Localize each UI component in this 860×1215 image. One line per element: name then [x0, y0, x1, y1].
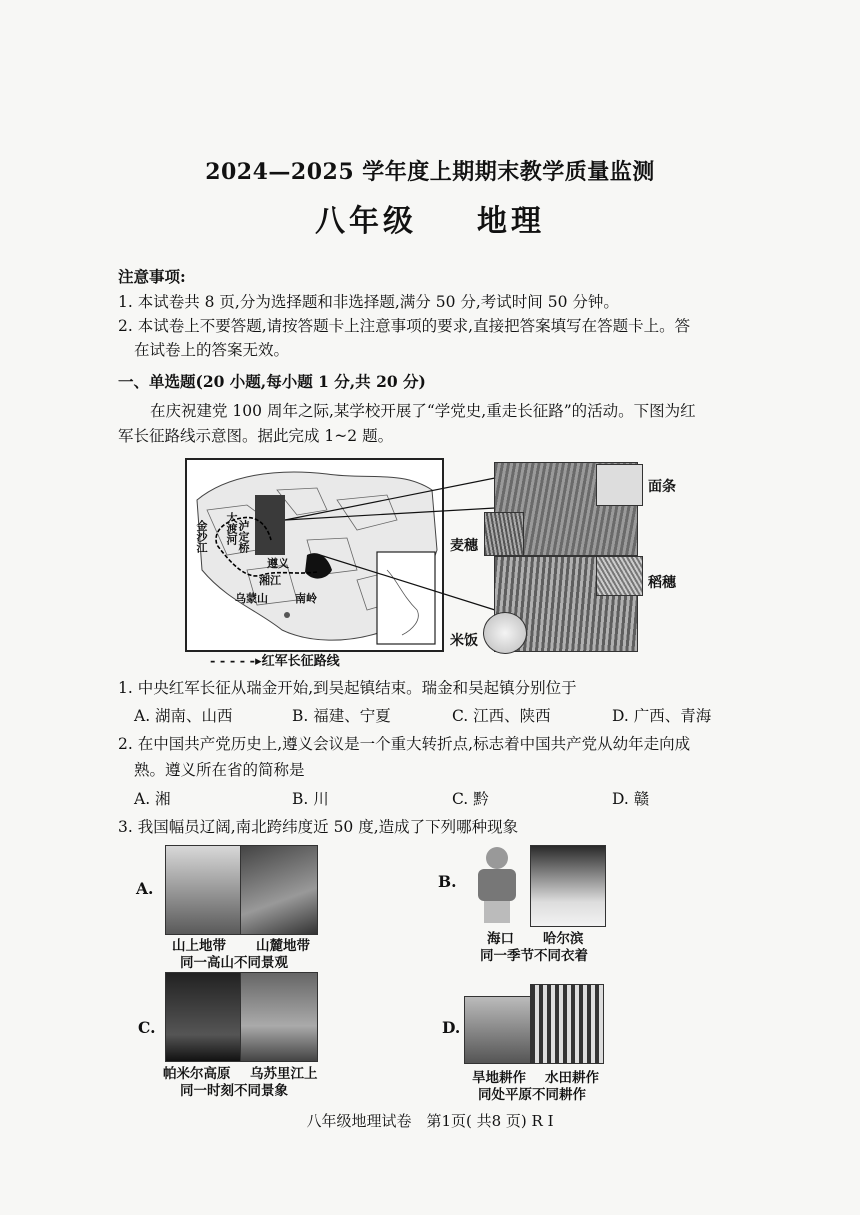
label-rice-ear: 稻穗: [648, 575, 676, 591]
q1-option-c[interactable]: C. 江西、陕西: [452, 707, 551, 725]
map-label-xiangjiang: 湘江: [259, 574, 281, 587]
q3-option-c-letter[interactable]: C.: [138, 1018, 156, 1037]
q3d-caption-right: 水田耕作: [545, 1070, 599, 1086]
notice-item-1: 1. 本试卷共 8 页,分为选择题和非选择题,满分 50 分,考试时间 50 分钟。: [118, 293, 619, 311]
notice-heading: 注意事项:: [118, 267, 186, 286]
grade-label: 八年级: [315, 204, 417, 239]
q2-stem-line-1: 2. 在中国共产党历史上,遵义会议是一个重大转折点,标志着中国共产党从幼年走向成: [118, 735, 691, 753]
subject-title: [0, 196, 860, 240]
label-noodles: 面条: [648, 479, 676, 495]
q3b-caption: 同一季节不同衣着: [480, 948, 588, 964]
exam-title: 2024—2025 学年度上期期末教学质量监测: [205, 159, 655, 185]
map-label-daduhe: 大渡河: [225, 512, 238, 545]
q3c-pamir-photo: [165, 972, 241, 1062]
q2-option-a[interactable]: A. 湘: [134, 790, 171, 808]
q3a-mountain-top-photo: [165, 845, 241, 935]
route-legend-label: 红军长征路线: [261, 654, 340, 669]
q3-stem: 3. 我国幅员辽阔,南北跨纬度近 50 度,造成了下列哪种现象: [118, 818, 519, 836]
map-label-wumengshan: 乌蒙山: [235, 592, 268, 605]
subject-label: 地理: [477, 204, 545, 239]
noodles-photo: [596, 464, 643, 506]
q3b-caption-right: 哈尔滨: [543, 931, 584, 947]
q1-stem: 1. 中央红军长征从瑞金开始,到吴起镇结束。瑞金和吴起镇分别位于: [118, 679, 577, 697]
map-label-nanling: 南岭: [295, 592, 317, 605]
q3d-paddy-photo: [530, 984, 604, 1064]
intro-line-2: 军长征路线示意图。据此完成 1~2 题。: [118, 427, 394, 445]
q3-option-b-letter[interactable]: B.: [438, 872, 457, 891]
map-label-zunyi: 遵义: [267, 557, 289, 570]
label-wheat: 麦穗: [450, 538, 478, 554]
q2-option-b[interactable]: B. 川: [292, 790, 329, 808]
intro-line-1: 在庆祝建党 100 周年之际,某学校开展了“学党史,重走长征路”的活动。下图为红: [150, 402, 696, 420]
q3a-caption-right: 山麓地带: [256, 938, 310, 954]
q2-option-c[interactable]: C. 黔: [452, 790, 489, 808]
q3c-caption-left: 帕米尔高原: [163, 1066, 231, 1082]
label-rice: 米饭: [450, 633, 478, 649]
q3d-caption: 同处平原不同耕作: [478, 1087, 586, 1103]
q3d-dryland-photo: [464, 996, 532, 1064]
section-heading: 一、单选题(20 小题,每小题 1 分,共 20 分): [118, 372, 426, 391]
notice-item-2: 2. 本试卷上不要答题,请按答题卡上注意事项的要求,直接把答案填写在答题卡上。答: [118, 317, 691, 335]
map-label-jinshajiang: 金沙江: [195, 520, 208, 553]
rice-ear-photo: [596, 556, 643, 596]
map-label-ludingqiao: 泸定桥: [237, 520, 250, 553]
q3c-wusuli-photo: [240, 972, 318, 1062]
q1-option-d[interactable]: D. 广西、青海: [612, 707, 712, 725]
map-legend: [210, 650, 340, 669]
q3b-caption-left: 海口: [487, 931, 514, 947]
q3a-caption: 同一高山不同景观: [180, 955, 288, 971]
q3-option-d-letter[interactable]: D.: [442, 1018, 461, 1037]
q3a-mountain-foot-photo: [240, 845, 318, 935]
q3d-caption-left: 旱地耕作: [472, 1070, 526, 1086]
q3a-caption-left: 山上地带: [172, 938, 226, 954]
notice-item-2-cont: 在试卷上的答案无效。: [134, 341, 290, 359]
wheat-ear-photo: [484, 512, 524, 556]
rice-bowl-photo: [483, 612, 527, 654]
q2-option-d[interactable]: D. 赣: [612, 790, 650, 808]
q1-option-a[interactable]: A. 湖南、山西: [134, 707, 233, 725]
q3c-caption: 同一时刻不同景象: [180, 1083, 288, 1099]
q3b-haikou-photo: [468, 845, 528, 925]
q2-stem-line-2: 熟。遵义所在省的简称是: [134, 761, 305, 779]
q3c-caption-right: 乌苏里江上: [250, 1066, 318, 1082]
q1-option-b[interactable]: B. 福建、宁夏: [292, 707, 391, 725]
q3-option-a-letter[interactable]: A.: [136, 879, 154, 898]
q3b-harbin-photo: [530, 845, 606, 927]
route-legend-line: - - - - -▸: [210, 654, 262, 669]
page-footer: 八年级地理试卷 第1页( 共8 页) R I: [306, 1112, 554, 1130]
